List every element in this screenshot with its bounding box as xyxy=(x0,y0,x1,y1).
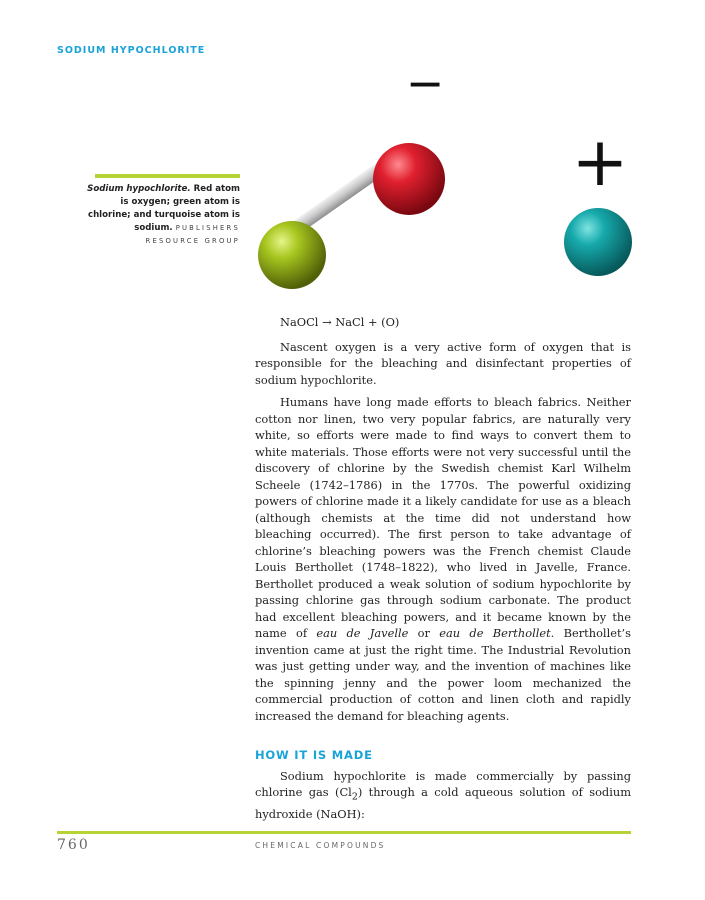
italic-term: eau de Berthollet. xyxy=(439,626,555,640)
paragraph: Nascent oxygen is a very active form of oxygen that is responsible for the bleaching and disinfectant properties of sodium hypochlorite. xyxy=(255,339,631,387)
italic-term: eau de Javelle xyxy=(316,626,409,640)
molecule-figure xyxy=(255,75,635,290)
caption-rule xyxy=(95,174,240,178)
minus-sign: − xyxy=(405,75,445,110)
sodium-atom xyxy=(564,208,632,276)
paragraph-text: ) through a cold aqueous solution of sodium hydroxide (NaOH): xyxy=(255,785,632,821)
equation: NaOCl → NaCl + (O) xyxy=(280,315,400,329)
footer-book-title: CHEMICAL COMPOUNDS xyxy=(255,841,386,850)
caption-title: Sodium hypochlorite. xyxy=(87,184,191,194)
figure-caption xyxy=(80,183,240,248)
plus-sign: + xyxy=(571,123,629,202)
paragraph-text: Humans have long made efforts to bleach fabrics. Neither cotton nor linen, two very popular fabrics, are naturally very white, so efforts were made to find ways to convert them to white materials. Those efforts were not very successful until the discovery of chlorine by the Swedish chemist Karl Wilhelm Scheele (1742–1786) in the 1770s. The powerful oxidizing powers of chlorine made it a likely candidate for use as a bleach (although chemists at the time did not understand how bleaching occurred). The first person to take advantage of chlorine’s bleaching powers was the French chemist Claude Louis Berthollet (1748–1822), who lived in Javelle, France. Berthollet produced a weak solution of sodium hypochlorite by passing chlorine gas through sodium carbonate. The product had excellent bleaching powers, and it became known by the name of xyxy=(255,395,631,640)
caption-credit: PUBLISHERS RESOURCE GROUP xyxy=(145,224,240,245)
paragraph xyxy=(255,768,631,823)
paragraph-text: Sodium hypochlorite is made commercially by passing chlorine gas (Cl xyxy=(255,768,631,799)
running-head: SODIUM HYPOCHLORITE xyxy=(57,45,206,56)
section-heading: HOW IT IS MADE xyxy=(255,748,373,762)
paragraph xyxy=(255,394,631,724)
paragraph-text: Berthollet’s invention came at just the right time. The Industrial Revolution was just getting under way, and the invention of machines like the spinning jenny and the power loom mechanized the commercial production of cotton and linen cloth and rapidly increased the demand for bleaching agents. xyxy=(255,626,632,723)
paragraph-text: or xyxy=(408,626,440,640)
caption-text: Red atom is oxygen; green atom is chlorine; and turquoise atom is sodium. xyxy=(87,184,240,233)
page-number: 760 xyxy=(57,837,90,853)
subscript: 2 xyxy=(351,791,358,803)
body-text xyxy=(255,314,631,828)
oxygen-atom xyxy=(373,143,445,215)
footer-rule xyxy=(57,831,631,834)
chlorine-atom xyxy=(258,221,326,289)
